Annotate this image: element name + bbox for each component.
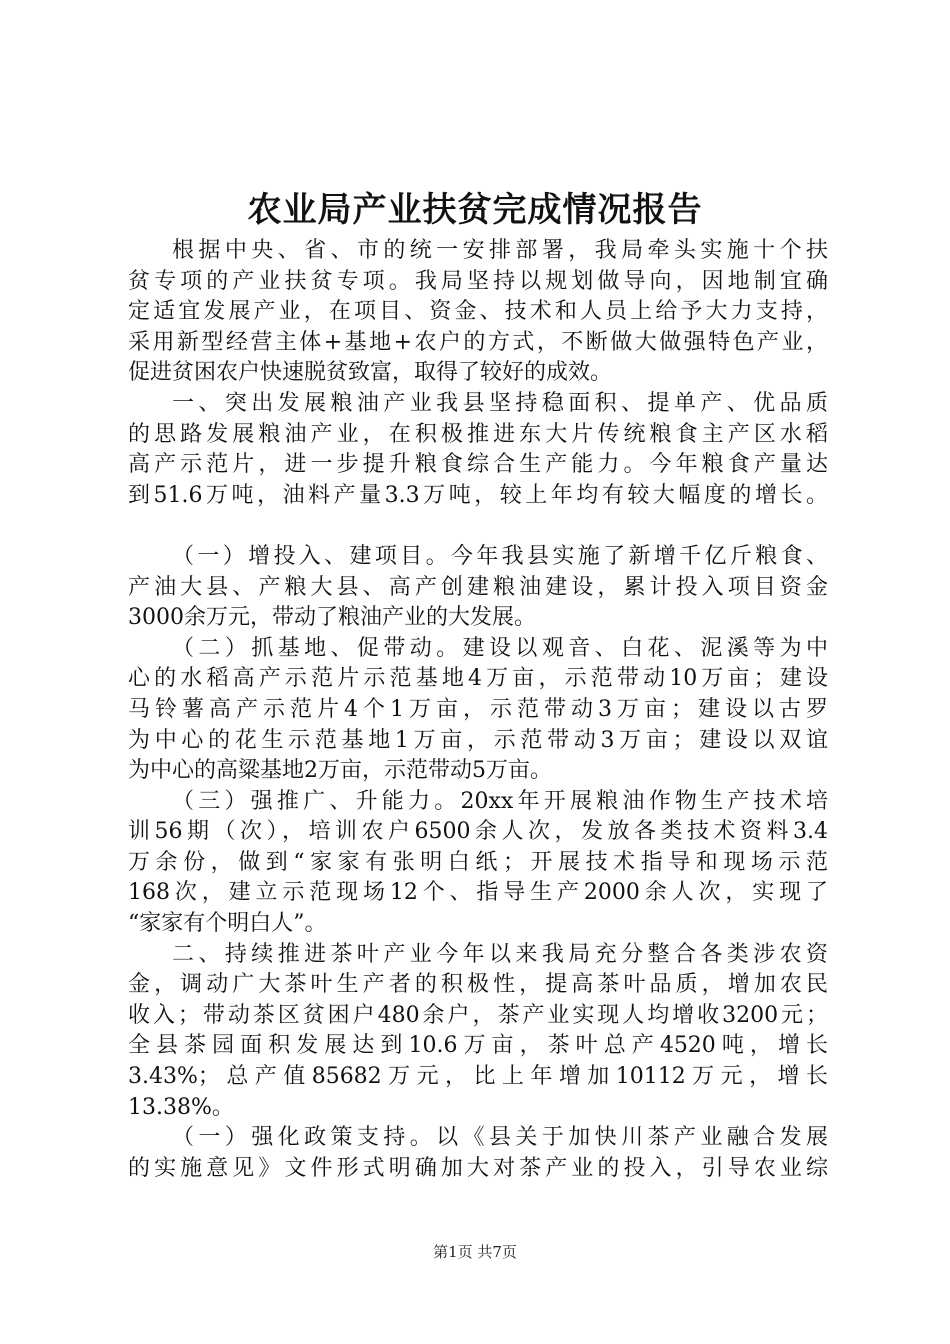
- paragraph-section-1-3: [128, 787, 828, 940]
- text-line: 收入；带动茶区贫困户480余户，茶产业实现人均增收3200元；: [128, 1002, 828, 1028]
- text-line: （二）抓基地、促带动。建设以观音、白花、泥溪等为中: [172, 635, 828, 661]
- text-line: 万余份，做到“家家有张明白纸；开展技术指导和现场示范: [128, 849, 828, 875]
- text-line: 二、持续推进茶叶产业今年以来我局充分整合各类涉农资: [172, 941, 828, 967]
- paragraph-section-2: [128, 940, 828, 1124]
- text-line: 心的水稻高产示范片示范基地4万亩，示范带动10万亩；建设: [128, 666, 828, 692]
- text-line: 全县茶园面积发展达到10.6万亩，茶叶总产4520吨，增长: [128, 1033, 828, 1059]
- paragraph-section-1-2: [128, 634, 828, 787]
- text-line: 根据中央、省、市的统一安排部署，我局牵头实施十个扶: [172, 238, 828, 263]
- text-line: 高产示范片，进一步提升粮食综合生产能力。今年粮食产量达: [128, 452, 828, 478]
- paragraph-section-1-1: [128, 542, 828, 634]
- text-line: 为中心的花生示范基地1万亩，示范带动3万亩；建设以双谊: [128, 727, 828, 753]
- document-body: [128, 236, 828, 1184]
- blank-line: [128, 511, 828, 542]
- document-title: 农业局产业扶贫完成情况报告: [247, 190, 703, 230]
- text-line: 金，调动广大茶叶生产者的积极性，提高茶叶品质，增加农民: [128, 972, 828, 998]
- text-line: 13.38%。: [128, 1094, 234, 1120]
- text-line: 贫专项的产业扶贫专项。我局坚持以规划做导向，因地制宜确: [128, 268, 828, 294]
- paragraph-intro: [128, 236, 828, 389]
- text-line: “家家有个明白人”。: [128, 911, 327, 937]
- text-line: 3.43%；总产值85682万元，比上年增加10112万元，增长: [128, 1064, 828, 1090]
- text-line: 产油大县、产粮大县、高产创建粮油建设，累计投入项目资金: [128, 574, 828, 600]
- text-line: （三）强推广、升能力。20xx年开展粮油作物生产技术培: [172, 788, 828, 814]
- page-number-footer: 第1页 共7页: [433, 1243, 517, 1261]
- text-line: 采用新型经营主体+基地+农户的方式，不断做大做强特色产业，: [128, 329, 828, 355]
- text-line: 一、突出发展粮油产业我县坚持稳面积、提单产、优品质: [172, 390, 828, 416]
- text-line: 定适宜发展产业，在项目、资金、技术和人员上给予大力支持，: [128, 299, 828, 325]
- text-line: 马铃薯高产示范片4个1万亩，示范带动3万亩；建设以古罗: [128, 696, 828, 722]
- text-line: 为中心的高粱基地2万亩，示范带动5万亩。: [128, 758, 552, 784]
- text-line: 的思路发展粮油产业，在积极推进东大片传统粮食主产区水稻: [128, 421, 828, 447]
- text-line: 168次，建立示范现场12个、指导生产2000余人次，实现了: [128, 880, 828, 906]
- text-line: 到51.6万吨，油料产量3.3万吨，较上年均有较大幅度的增长。: [128, 482, 828, 508]
- paragraph-section-1: [128, 389, 828, 511]
- text-line: 促进贫困农户快速脱贫致富，取得了较好的成效。: [128, 360, 613, 386]
- text-line: 3000余万元，带动了粮油产业的大发展。: [128, 605, 536, 631]
- paragraph-section-2-1: [128, 1123, 828, 1184]
- text-line: 训56期（次），培训农户6500余人次，发放各类技术资料3.4: [128, 819, 828, 845]
- text-line: （一）强化政策支持。以《县关于加快川茶产业融合发展: [172, 1125, 828, 1151]
- text-line: （一）增投入、建项目。今年我县实施了新增千亿斤粮食、: [172, 543, 828, 569]
- text-line: 的实施意见》文件形式明确加大对茶产业的投入，引导农业综: [128, 1155, 828, 1181]
